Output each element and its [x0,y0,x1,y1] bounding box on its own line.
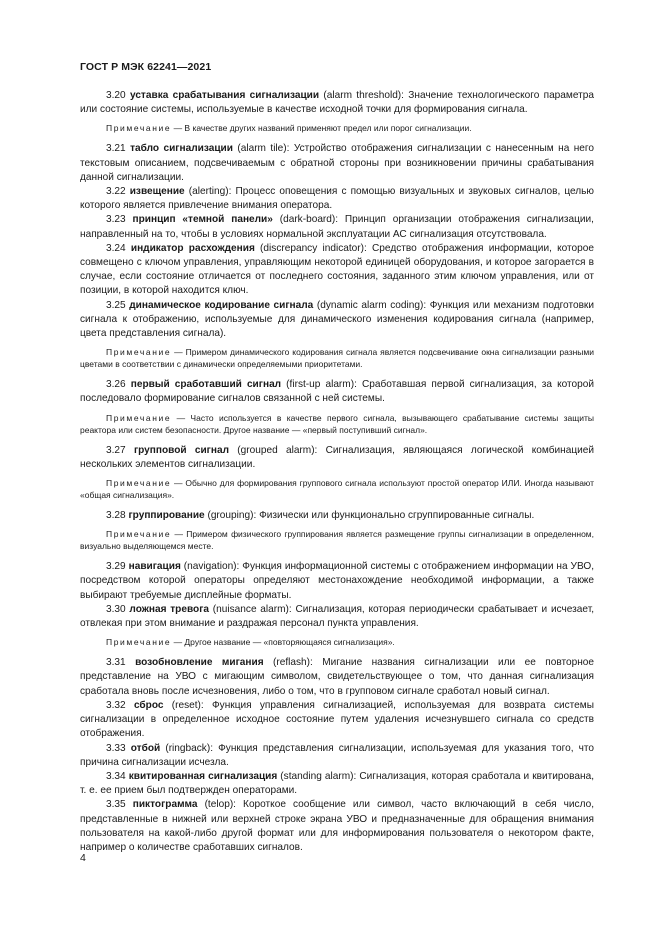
term-name: сброс [133,699,164,711]
term-definition [80,656,594,699]
term-name: принцип «темной панели» [132,214,273,226]
term-number: 3.29 [106,561,126,573]
term-definition [80,770,594,798]
term-name: пиктограмма [132,799,198,811]
term-name: извещение [129,186,185,198]
note-label: Примечание [106,637,172,648]
note [80,636,594,648]
term-number: 3.34 [106,770,126,782]
document-header: ГОСТ Р МЭК 62241—2021 [80,61,212,73]
term-definition [80,185,594,213]
note-text: — Другое название — «повторяющаяся сигнализация». [171,637,395,648]
note-text: — Часто используется в качестве первого сигнала, вызывающего срабатывание системы защиты реактора или систем безопасности. Другое название — «первый поступивший сигнал». [80,412,594,435]
term-name: групповой сигнал [133,444,230,456]
term-definition [80,742,594,770]
note [80,346,594,370]
note-text: — В качестве других названий применяют предел или порог сигнализации. [171,123,472,134]
term-name: возобновление мигания [135,657,264,669]
term-text: (reflash): Мигание названия сигнализации или ее повторное представление на УВО с мигающим символом, свидетельствующее о том, что данная сигнализация сработала вновь после исчезновения, либо о том, что в групповом сигнале сработал новый сигнал. [80,657,594,697]
term-number: 3.21 [106,143,126,155]
note-label: Примечание [106,412,172,423]
term-name: группирование [128,510,205,522]
term-name: квитированная сигнализация [128,770,278,782]
term-text: (nuisance alarm): Сигнализация, которая периодически срабатывает и исчезает, отвлекая при этом внимание и раздражая персонал пункта управления. [80,603,595,630]
term-definition [80,699,594,742]
term-name: отбой [130,742,161,754]
term-name: уставка срабатывания сигнализации [129,90,320,101]
note [80,477,594,501]
term-text: (ringback): Функция представления сигнализации, используемая для указания того, что причина сигнализации исчезла. [80,742,594,768]
term-definition [80,509,594,523]
term-number: 3.35 [106,799,126,811]
term-text: (dynamic alarm coding): Функция или механизм подготовки сигнала к отображению, используемые для динамического изменения кодирования сигнала (например, цвета представления сигнала). [80,299,594,340]
note [80,412,594,436]
term-number: 3.32 [106,699,126,711]
note-label: Примечание [106,529,172,540]
term-text: (alarm threshold): Значение технологического параметра или состояние системы, используемые в качестве исходной точки для формирования сигнала. [80,90,594,116]
term-definition [80,299,594,342]
page-number: 4 [80,852,86,864]
term-definition [80,213,594,241]
term-definition [80,378,594,406]
term-name: индикатор расхождения [130,242,255,254]
term-number: 3.33 [106,742,126,754]
note-text: — Примером динамического кодирования сигнала является подсвечивание окна сигнализации разными цветами в соответствии с динамически определяемыми приоритетами. [80,347,594,370]
term-name: табло сигнализации [130,143,233,155]
term-number: 3.20 [106,90,126,101]
term-number: 3.26 [106,379,126,391]
term-name: ложная тревога [129,603,210,615]
note-text: — Примером физического группирования является размещение группы сигнализации в определенном, визуально выделяющемся месте. [80,529,594,552]
term-number: 3.28 [106,510,126,522]
note [80,528,594,552]
term-text: (alerting): Процесс оповещения с помощью визуальных и звуковых сигналов, целью которого является привлечение внимания оператора. [80,186,594,212]
term-text: (standing alarm): Сигнализация, которая сработала и квитирована, т. е. ее прием был подтвержден операторами. [80,770,595,797]
term-definition [80,444,594,472]
term-number: 3.30 [106,603,126,615]
term-number: 3.23 [106,214,126,226]
note-label: Примечание [106,478,172,489]
document-body [80,89,594,855]
term-text: (dark-board): Принцип организации отображения сигнализации, направленный на то, чтобы в условиях нормальной эксплуатации АС сигнализация отсутствовала. [80,214,594,240]
note-text: — Обычно для формирования группового сигнала используют простой оператор ИЛИ. Иногда называют «общая сигнализация». [80,478,594,501]
term-definition [80,142,594,185]
term-definition [80,798,594,855]
term-definition [80,603,594,631]
term-number: 3.27 [106,444,126,456]
note-label: Примечание [106,123,172,134]
term-text: (grouped alarm): Сигнализация, являющаяся логической комбинацией нескольких элементов сигнализации. [80,444,595,470]
note [80,122,594,134]
term-number: 3.24 [106,242,126,254]
note-label: Примечание [106,347,172,358]
term-name: динамическое кодирование сигнала [129,299,314,311]
term-text: (first-up alarm): Сработавшая первой сигнализация, за которой последовало формирование сигналов связанной с ней системы. [80,379,594,405]
term-name: первый сработавший сигнал [130,379,282,391]
term-text: (reset): Функция управления сигнализацией, используемая для возврата системы сигнализации в определенное исходное состояние путем удаления исчезнувшего сигнала со средств отображения. [80,699,594,740]
term-text: (grouping): Физически или функционально сгруппированные сигналы. [204,510,535,522]
term-text: (navigation): Функция информационной системы с отображением информации на УВО, посредством которой операторы определяют местонахождение необходимой информации, а также выбирают требуемые дисплейные форматы. [80,561,594,601]
term-definition [80,560,594,603]
term-definition [80,242,594,299]
term-text: (telop): Короткое сообщение или символ, часто включающий в себя число, представленные в нижней или верхней строке экрана УВО и предназначенные для обращения внимания пользователя на какой-либо другой формат или для информирования пользователя о некотором факте, например о количестве сработавших сигналов. [80,799,594,853]
term-number: 3.25 [106,299,126,311]
term-definition [80,89,594,117]
term-number: 3.22 [106,186,126,198]
term-text: (discrepancy indicator): Средство отображения информации, которое совмещено с ключом управления, управляющим некоторой единицей оборудования, и которое загорается в случае, если состояние отличается от последнего состояния, заданного этим ключом управления, или от позиции, в которой находится ключ. [80,242,594,297]
term-text: (alarm tile): Устройство отображения сигнализации с нанесенным на него текстовым описанием, подсвечиваемым с обратной стороны при возникновении причины срабатывания данной сигнализации. [80,143,594,183]
term-number: 3.31 [106,657,126,669]
term-name: навигация [128,561,181,573]
